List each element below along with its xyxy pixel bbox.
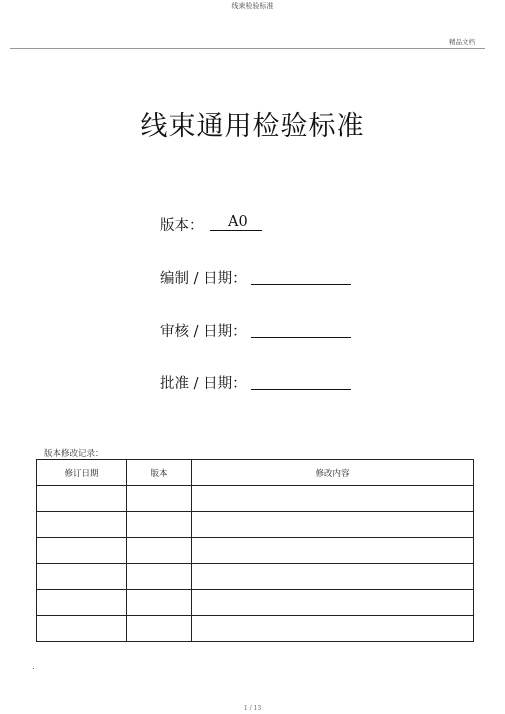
table-cell <box>192 486 474 512</box>
table-cell <box>37 564 127 590</box>
table-cell <box>37 616 127 642</box>
table-cell <box>37 590 127 616</box>
compile-underline <box>251 267 351 285</box>
table-cell <box>37 512 127 538</box>
header-title: 线束检验标准 <box>231 2 274 10</box>
table-row <box>37 590 474 616</box>
review-underline <box>251 320 351 338</box>
compile-row <box>160 267 247 288</box>
revision-table <box>36 459 474 642</box>
table-row <box>37 616 474 642</box>
review-row <box>160 320 247 341</box>
review-label: 审核 / 日期： <box>160 324 247 340</box>
table-row <box>37 564 474 590</box>
table-cell <box>37 486 127 512</box>
approve-label: 批准 / 日期： <box>160 376 247 392</box>
table-row <box>37 512 474 538</box>
approve-underline <box>251 372 351 390</box>
table-cell <box>192 616 474 642</box>
table-cell <box>192 564 474 590</box>
version-label: 版本： <box>160 218 204 234</box>
table-cell <box>192 538 474 564</box>
table-cell <box>127 590 192 616</box>
revision-table-header <box>37 460 474 486</box>
page-number: 1 / 13 <box>243 705 262 712</box>
table-cell <box>127 616 192 642</box>
header-change-content: 修改内容 <box>192 460 474 486</box>
table-cell <box>127 512 192 538</box>
header-doc-label: 精品文档 <box>449 38 475 46</box>
table-cell <box>127 486 192 512</box>
table-cell <box>192 512 474 538</box>
version-value: A0 <box>228 214 248 230</box>
document-title: 线束通用检验标准 <box>140 111 365 142</box>
table-cell <box>37 538 127 564</box>
approve-row <box>160 372 247 393</box>
table-cell <box>127 538 192 564</box>
header-divider <box>10 48 485 49</box>
header-revision-date: 修订日期 <box>37 460 127 486</box>
revision-record-label: 版本修改记录： <box>44 449 104 459</box>
stray-mark <box>33 668 34 669</box>
table-cell <box>127 564 192 590</box>
compile-label: 编制 / 日期： <box>160 271 247 287</box>
version-row <box>160 214 248 235</box>
table-cell <box>192 590 474 616</box>
header-version: 版本 <box>127 460 192 486</box>
table-row <box>37 486 474 512</box>
table-row <box>37 538 474 564</box>
